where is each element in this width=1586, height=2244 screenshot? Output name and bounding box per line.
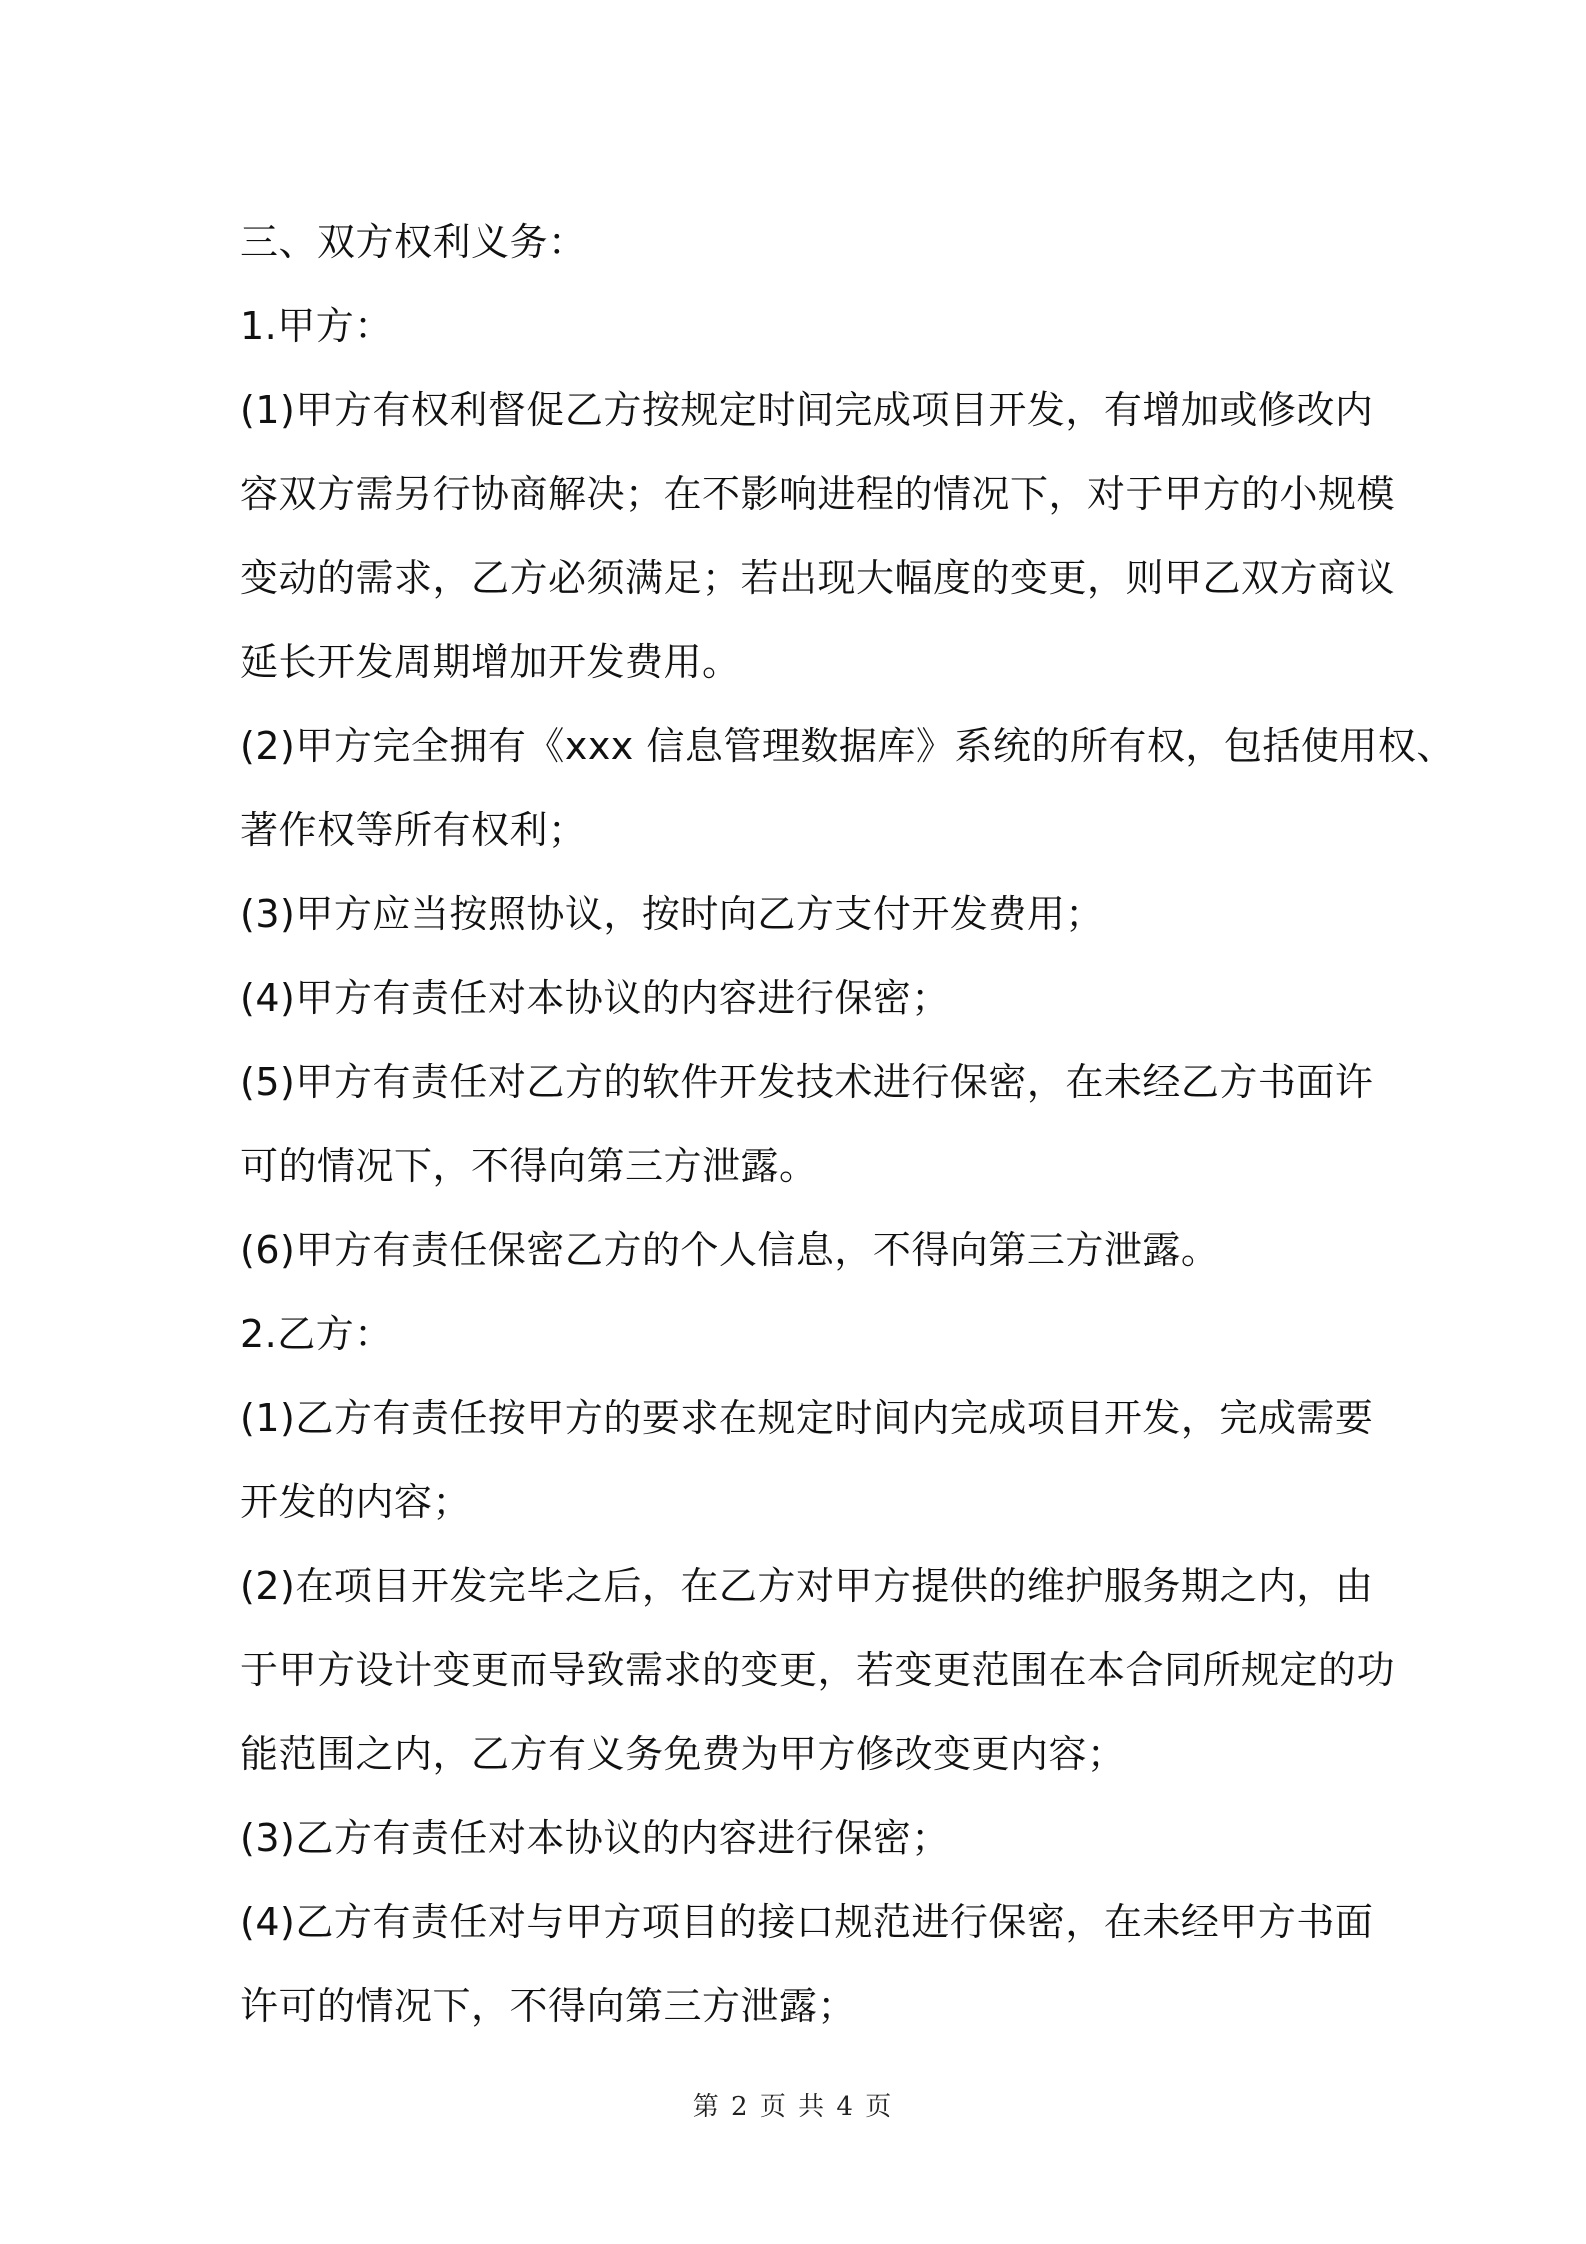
party-a-item-5	[240, 1040, 1374, 1208]
party-b-item-3	[240, 1796, 1365, 1880]
party-a-item-3-line-1: (3)甲方应当按照协议，按时向乙方支付开发费用；	[240, 892, 1104, 936]
page-number-footer: 第 2 页 共 4 页	[692, 2092, 894, 2122]
party-a-item-4-line-1: (4)甲方有责任对本协议的内容进行保密；	[240, 976, 950, 1020]
party-b-item-4-line-2: 许可的情况下，不得向第三方泄露；	[240, 1984, 857, 2028]
party-b-item-3-line-1: (3)乙方有责任对本协议的内容进行保密；	[240, 1816, 950, 1860]
party-b-item-1-line-2: 开发的内容；	[240, 1480, 472, 1524]
party-a-item-6	[240, 1208, 1365, 1292]
party-a-title-text: 1.甲方：	[240, 304, 393, 348]
section-heading-text: 三、双方权利义务：	[240, 220, 587, 264]
party-b-item-2	[240, 1544, 1396, 1796]
party-a-item-1-line-4: 延长开发周期增加开发费用。	[240, 640, 741, 684]
party-a-item-1-line-1: (1)甲方有权利督促乙方按规定时间完成项目开发，有增加或修改内	[240, 388, 1374, 432]
party-a-item-5-line-2: 可的情况下，不得向第三方泄露。	[240, 1144, 818, 1188]
party-b-item-2-line-3: 能范围之内，乙方有义务免费为甲方修改变更内容；	[240, 1732, 1126, 1776]
party-a-item-1	[240, 368, 1396, 704]
party-b-item-2-line-1: (2)在项目开发完毕之后，在乙方对甲方提供的维护服务期之内，由	[240, 1564, 1374, 1608]
party-a-item-5-line-1: (5)甲方有责任对乙方的软件开发技术进行保密，在未经乙方书面许	[240, 1060, 1374, 1104]
party-a-item-4	[240, 956, 1365, 1040]
party-b-item-1	[240, 1376, 1374, 1544]
document-body	[240, 200, 1455, 2048]
section-heading	[240, 200, 1365, 284]
party-b-item-4-line-1: (4)乙方有责任对与甲方项目的接口规范进行保密，在未经甲方书面	[240, 1900, 1374, 1944]
party-a-title	[240, 284, 1365, 368]
party-a-item-2	[240, 704, 1455, 872]
party-b-title	[240, 1292, 1365, 1376]
party-a-item-1-line-2: 容双方需另行协商解决；在不影响进程的情况下，对于甲方的小规模	[240, 472, 1396, 516]
party-a-item-1-line-3: 变动的需求，乙方必须满足；若出现大幅度的变更，则甲乙双方商议	[240, 556, 1396, 600]
party-a-item-2-line-2: 著作权等所有权利；	[240, 808, 587, 852]
party-b-title-text: 2.乙方：	[240, 1312, 393, 1356]
party-b-item-1-line-1: (1)乙方有责任按甲方的要求在规定时间内完成项目开发，完成需要	[240, 1396, 1374, 1440]
party-b-item-4	[240, 1880, 1374, 2048]
party-a-item-3	[240, 872, 1365, 956]
party-a-item-6-line-1: (6)甲方有责任保密乙方的个人信息，不得向第三方泄露。	[240, 1228, 1220, 1272]
party-a-item-2-line-1: (2)甲方完全拥有《xxx 信息管理数据库》系统的所有权，包括使用权、	[240, 724, 1455, 768]
party-b-item-2-line-2: 于甲方设计变更而导致需求的变更，若变更范围在本合同所规定的功	[240, 1648, 1396, 1692]
